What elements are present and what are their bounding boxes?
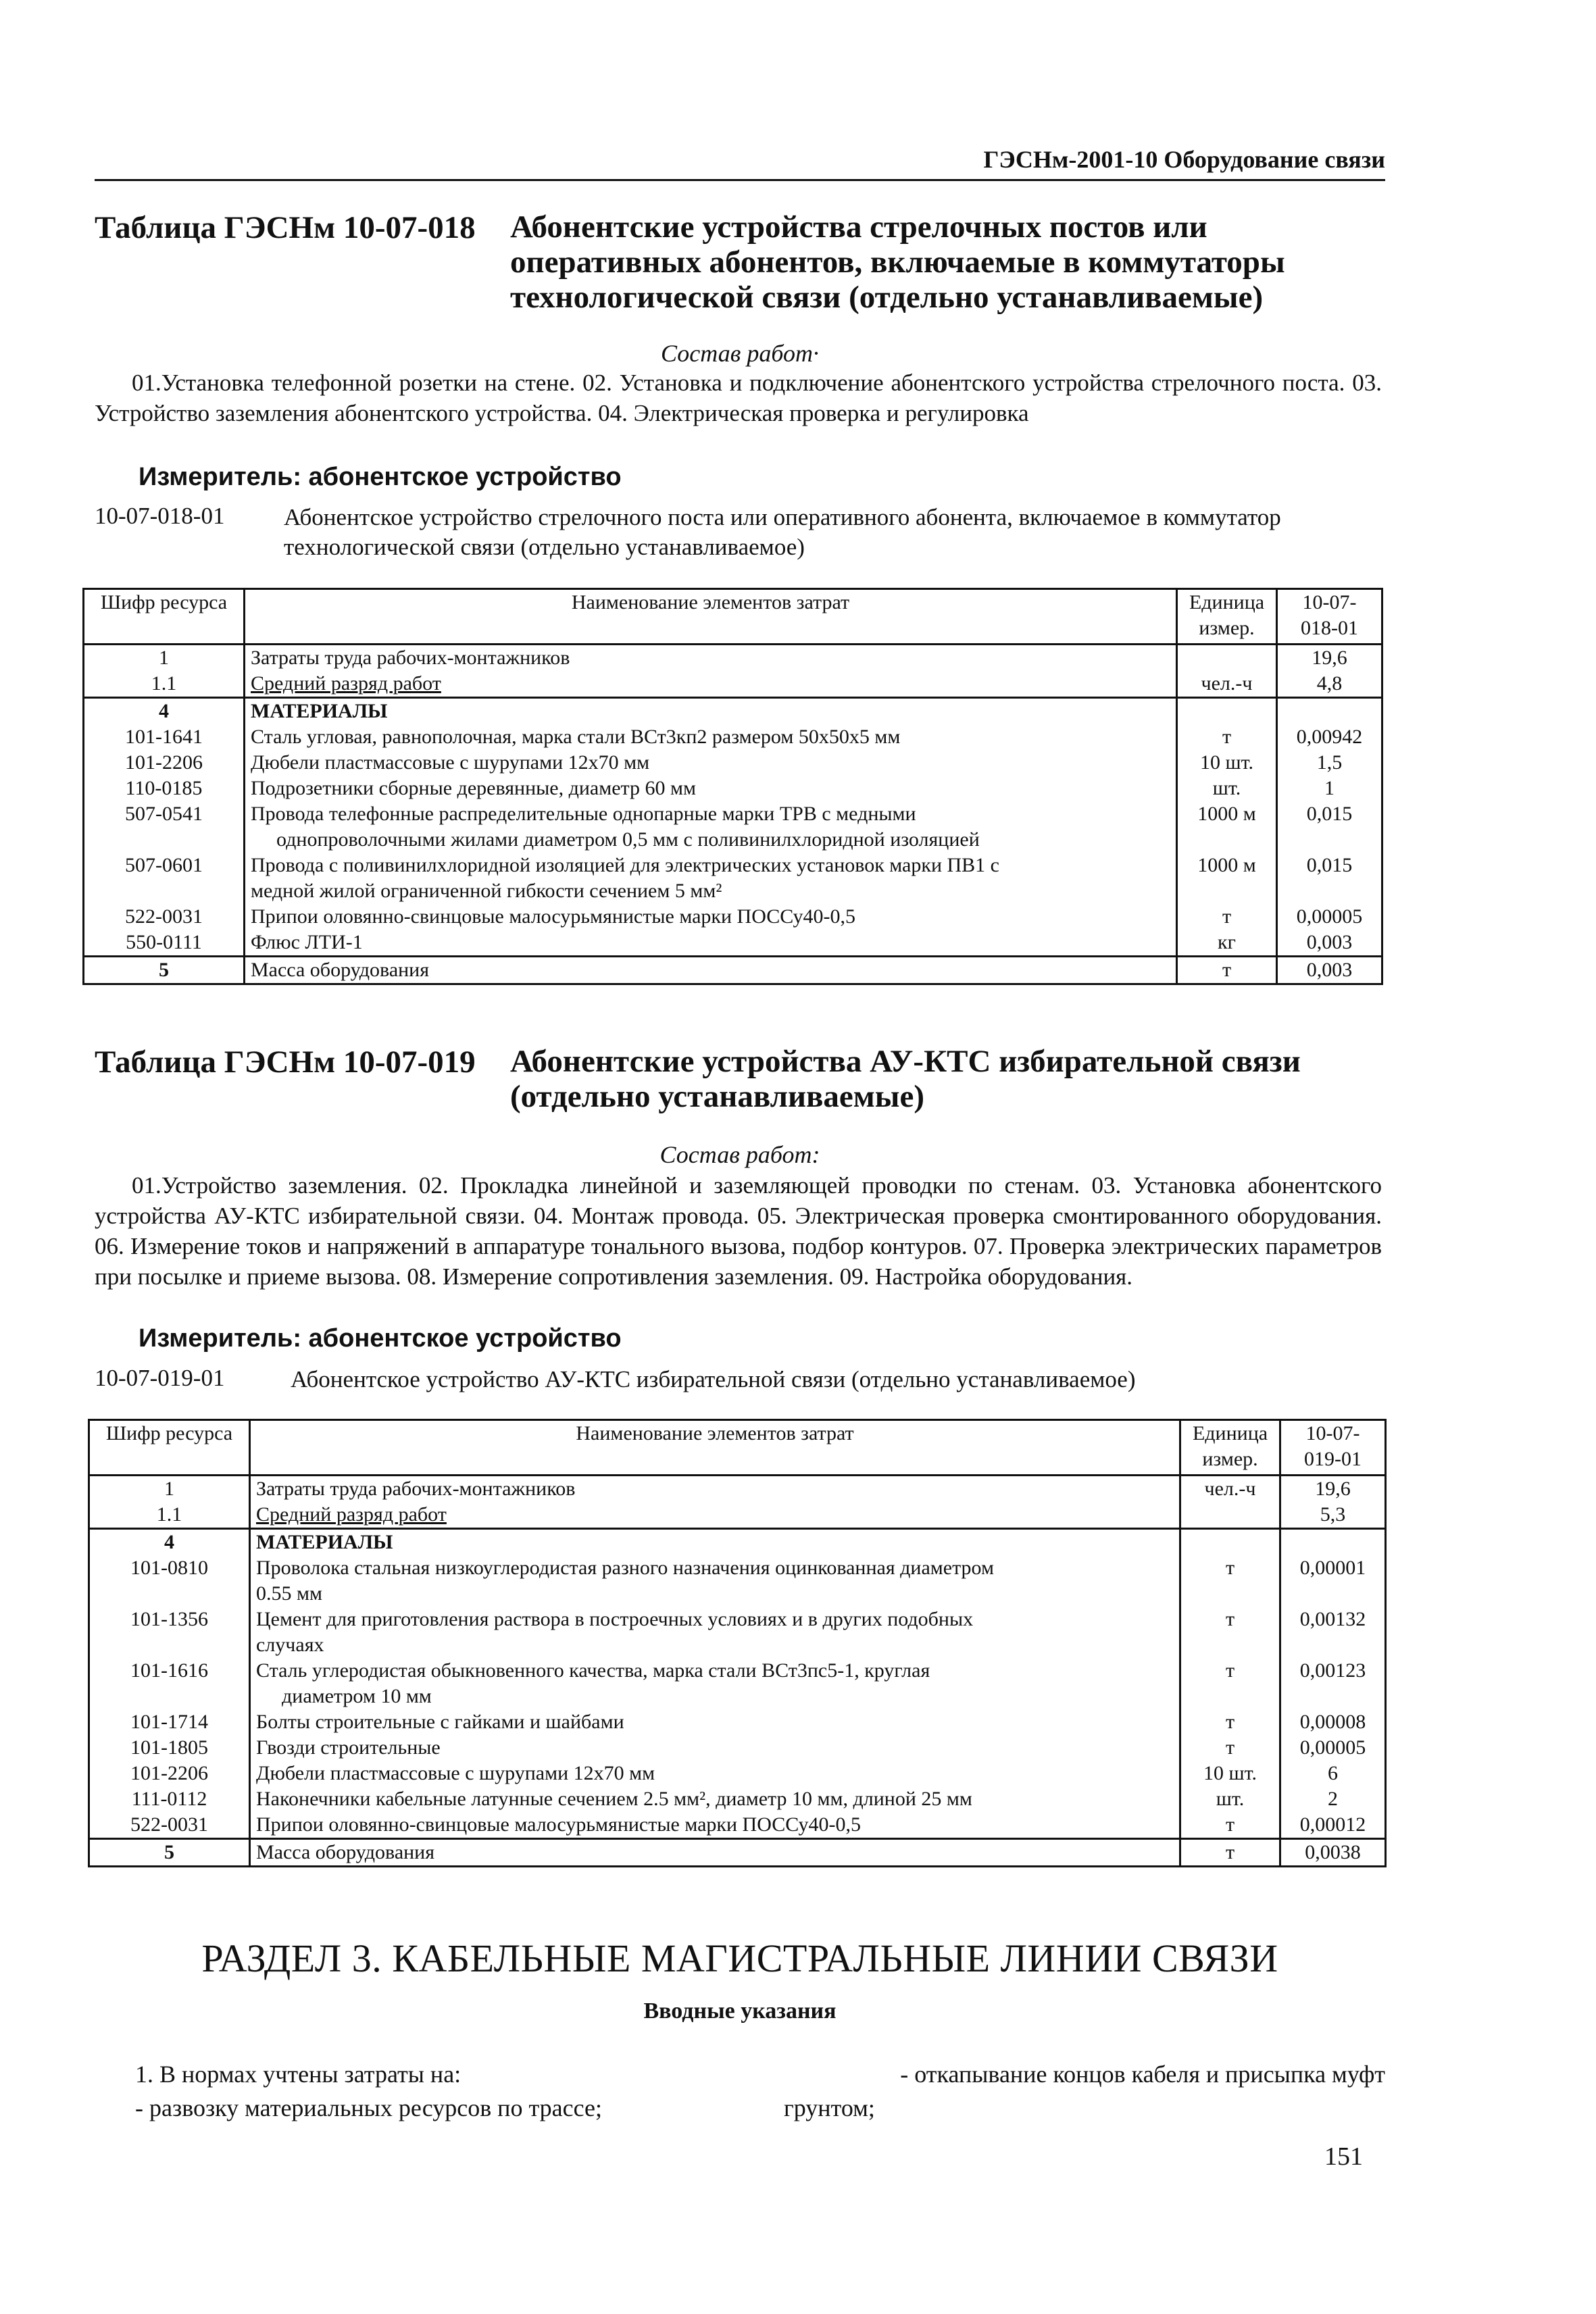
table-row: 101-1616 Сталь углеродистая обыкновенного качества, марка стали ВСт3пс5-1, круглая диаметром 10 мм т 0,00123	[89, 1658, 1386, 1709]
table-row: 101-2206 Дюбели пластмассовые с шурупами 12x70 мм 10 шт. 6	[89, 1761, 1386, 1786]
section-title: РАЗДЕЛ 3. КАБЕЛЬНЫЕ МАГИСТРАЛЬНЫЕ ЛИНИИ СВЯЗИ	[201, 1936, 1278, 1980]
table1-norm-code: 10-07-018-01	[95, 503, 225, 529]
table-row: 5 Масса оборудования т 0,0038	[89, 1839, 1386, 1867]
table1-norm-description: Абонентское устройство стрелочного поста или оперативного абонента, включаемое в коммутатор технологической связи (отдельно устанавливаемое)	[284, 504, 1281, 560]
table2-works-text: 01.Устройство заземления. 02. Прокладка линейной и заземляющей проводки по стенам. 03. Установка абонентского устройства АУ-КТС избирательной связи. 04. Монтаж провода. 05. Электрическая проверка смонтированного оборудования. 06. Измерение токов и напряжений в аппаратуре тонального вызова, подбор контуров. 07. Проверка электрических параметров при посылке и приеме вызова. 08. Измерение сопротивления заземления. 09. Настройка оборудования.	[95, 1172, 1382, 1290]
table2-head-value: 10-07- 019-01	[1280, 1420, 1386, 1476]
table-row: 101-1805 Гвозди строительные т 0,00005	[89, 1735, 1386, 1761]
intro-right-line1: - откапывание концов кабеля и присыпка муфт	[900, 2061, 1385, 2088]
table2-works-heading: Состав работ:	[659, 1141, 820, 1168]
table-row: 1.1 Средний разряд работ 5,3	[89, 1502, 1386, 1529]
table1-measure: Измеритель: абонентское устройство	[139, 463, 622, 491]
table2-label: Таблица ГЭСНм 10-07-019	[95, 1045, 476, 1080]
table1-head-code: Шифр ресурса	[84, 589, 245, 645]
table2-head-code: Шифр ресурса	[89, 1420, 250, 1476]
table2-resources	[88, 1419, 1387, 1867]
table1-works-heading: Состав работ·	[661, 340, 819, 367]
intro-right-column	[784, 2057, 1385, 2125]
table-row: 101-1356 Цемент для приготовления раствора в построечных условиях и в других подобных случаях т 0,00132	[89, 1607, 1386, 1658]
table2-norm-description: Абонентское устройство АУ-КТС избирательной связи (отдельно устанавливаемое)	[291, 1366, 1136, 1392]
table-row: 507-0601 Провода с поливинилхлоридной изоляцией для электрических установок марки ПВ1 с медной жилой ограниченной гибкости сечением 5 мм² 1000 м 0,015	[84, 853, 1382, 904]
table-row: 111-0112 Наконечники кабельные латунные сечением 2.5 мм², диаметр 10 мм, длиной 25 мм шт. 2	[89, 1786, 1386, 1812]
running-header: ГЭСНм-2001-10 Оборудование связи	[983, 146, 1385, 173]
table-row: 101-0810 Проволока стальная низкоуглеродистая разного назначения оцинкованная диаметром 0.55 мм т 0,00001	[89, 1555, 1386, 1607]
intro-heading: Вводные указания	[643, 1998, 837, 2023]
page-number: 151	[1324, 2142, 1363, 2171]
table-row: 550-0111 Флюс ЛТИ-1 кг 0,003	[84, 930, 1382, 957]
table2-head-name: Наименование элементов затрат	[250, 1420, 1180, 1476]
intro-right-line2: грунтом;	[784, 2094, 875, 2121]
table-row: 5 Масса оборудования т 0,003	[84, 957, 1382, 984]
intro-left-column	[135, 2057, 784, 2125]
table-row: 1.1 Средний разряд работ чел.-ч 4,8	[84, 671, 1382, 698]
table-row: 110-0185 Подрозетники сборные деревянные, диаметр 60 мм шт. 1	[84, 776, 1382, 801]
table-row: 1 Затраты труда рабочих-монтажников чел.-ч 19,6	[89, 1476, 1386, 1503]
table1-head-unit: Единица измер.	[1177, 589, 1277, 645]
table2-title: Абонентские устройства АУ-КТС избирательной связи (отдельно устанавливаемые)	[510, 1044, 1301, 1114]
table1-resources	[82, 588, 1383, 985]
table-row: 522-0031 Припои оловянно-свинцовые малосурьмянистые марки ПОССу40-0,5 т 0,00012	[89, 1812, 1386, 1839]
table2-head-unit: Единица измер.	[1180, 1420, 1280, 1476]
table-row: 4 МАТЕРИАЛЫ	[84, 698, 1382, 725]
header-rule	[95, 179, 1385, 181]
table1-title: Абонентские устройства стрелочных постов или оперативных абонентов, включаемые в коммутаторы технологической связи (отдельно устанавливаемые)	[510, 209, 1285, 315]
table-row: 4 МАТЕРИАЛЫ	[89, 1529, 1386, 1556]
table-row: 1 Затраты труда рабочих-монтажников 19,6	[84, 645, 1382, 672]
table1-head-value: 10-07- 018-01	[1277, 589, 1382, 645]
intro-left-line1: 1. В нормах учтены затраты на:	[135, 2061, 462, 2088]
table-row: 507-0541 Провода телефонные распределительные однопарные марки ТРВ с медными однопроволочными жилами диаметром 0,5 мм с поливинилхлоридной изоляцией 1000 м 0,015	[84, 801, 1382, 853]
table-row: 101-2206 Дюбели пластмассовые с шурупами 12x70 мм 10 шт. 1,5	[84, 750, 1382, 776]
table1-works-text: 01.Установка телефонной розетки на стене. 02. Установка и подключение абонентского устройства стрелочного поста. 03. Устройство заземления абонентского устройства. 04. Электрическая проверка и регулировка	[95, 370, 1382, 426]
table2-measure: Измеритель: абонентское устройство	[139, 1324, 622, 1353]
table1-head-name: Наименование элементов затрат	[245, 589, 1177, 645]
intro-left-line2: - развозку материальных ресурсов по трассе;	[135, 2094, 602, 2121]
table-row: 101-1714 Болты строительные с гайками и шайбами т 0,00008	[89, 1709, 1386, 1735]
table-row: 522-0031 Припои оловянно-свинцовые малосурьмянистые марки ПОССу40-0,5 т 0,00005	[84, 904, 1382, 930]
table2-norm-code: 10-07-019-01	[95, 1365, 225, 1391]
table-row: 101-1641 Сталь угловая, равнополочная, марка стали ВСт3кп2 размером 50x50x5 мм т 0,00942	[84, 724, 1382, 750]
table1-label: Таблица ГЭСНм 10-07-018	[95, 210, 476, 245]
